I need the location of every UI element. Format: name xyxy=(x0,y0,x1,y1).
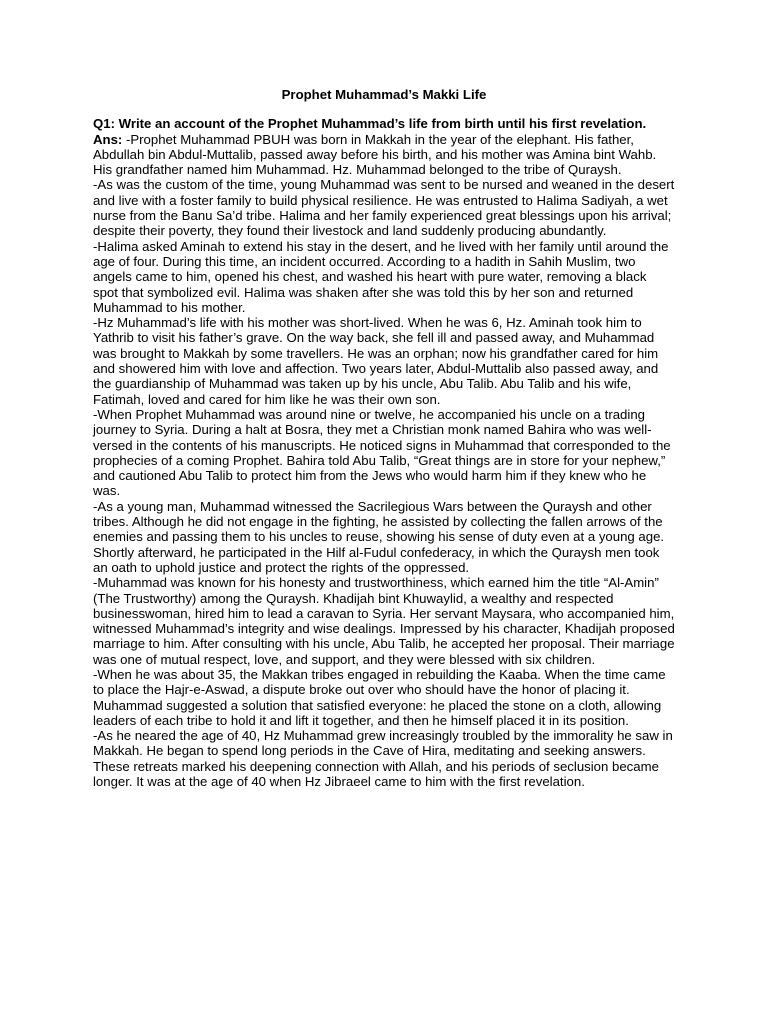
answer-paragraph: -When he was about 35, the Makkan tribes engaged in rebuilding the Kaaba. When the time came to place the Hajr-e-Aswad, a dispute broke out over who should have the honor of placing it. Muhammad suggested a solution that satisfied everyone: he placed the stone on a cloth, allowing leaders of each tribe to hold it and lift it together, and then he himself placed it in its position. xyxy=(93,666,666,728)
page-title: Prophet Muhammad’s Makki Life xyxy=(281,87,487,102)
answer-paragraph: -As he neared the age of 40, Hz Muhammad grew increasingly troubled by the immorality he saw in Makkah. He began to spend long periods in the Cave of Hira, meditating and seeking answers. These retreats marked his deepening connection with Allah, and his periods of seclusion became longer. It was at the age of 40 when Hz Jibraeel came to him with the first revelation. xyxy=(93,728,673,790)
question-heading: Q1: Write an account of the Prophet Muhammad’s life from birth until his first revelation. xyxy=(93,116,647,132)
document-page xyxy=(93,87,675,789)
answer-intro-text: -Prophet Muhammad PBUH was born in Makkah in the year of the elephant. His father, Abdullah bin Abdul-Muttalib, passed away before his birth, and his mother was Amina bint Wahb. His grandfather named him Muhammad. Hz. Muhammad belonged to the tribe of Quraysh. xyxy=(93,131,657,178)
answer-paragraph: -Halima asked Aminah to extend his stay in the desert, and he lived with her family until around the age of four. During this time, an incident occurred. According to a hadith in Sahih Muslim, two angels came to him, opened his chest, and washed his heart with pure water, removing a black spot that symbolized evil. Halima was shaken after she was told this by her son and returned Muhammad to his mother. xyxy=(93,238,669,315)
answer-paragraph-intro xyxy=(93,132,675,178)
answer-paragraph: -When Prophet Muhammad was around nine or twelve, he accompanied his uncle on a trading journey to Syria. During a halt at Bosra, they met a Christian monk named Bahira who was well-versed in the contents of his manuscripts. He noticed signs in Muhammad that corresponded to the prophecies of a coming Prophet. Bahira told Abu Talib, “Great things are in store for your nephew,” and cautioned Abu Talib to protect him from the Jews who would harm him if they knew who he was. xyxy=(93,406,671,499)
answer-paragraph: -As a young man, Muhammad witnessed the Sacrilegious Wars between the Quraysh and other tribes. Although he did not engage in the fighting, he assisted by collecting the fallen arrows of the enemies and passing them to his uncles to reuse, showing his sense of duty even at a young age. Shortly afterward, he participated in the Hilf al-Fudul confederacy, in which the Quraysh men took an oath to uphold justice and protect the rights of the oppressed. xyxy=(93,498,665,575)
answer-paragraph: -Hz Muhammad’s life with his mother was short-lived. When he was 6, Hz. Aminah took him to Yathrib to visit his father’s grave. On the way back, she fell ill and passed away, and Muhammad was brought to Makkah by some travellers. He was an orphan; now his grandfather cared for him and showered him with love and affection. Two years later, Abdul-Muttalib also passed away, and the guardianship of Muhammad was taken up by his uncle, Abu Talib. Abu Talib and his wife, Fatimah, loved and cared for him like he was their own son. xyxy=(93,315,659,407)
answer-paragraph: -Muhammad was known for his honesty and trustworthiness, which earned him the title “Al-Amin” (The Trustworthy) among the Quraysh. Khadijah bint Khuwaylid, a wealthy and respected businesswoman, hired him to lead a caravan to Syria. Her servant Maysara, who accompanied him, witnessed Muhammad’s integrity and wise dealings. Impressed by his character, Khadijah proposed marriage to him. After consulting with his uncle, Abu Talib, he accepted her proposal. Their marriage was one of mutual respect, love, and support, and they were blessed with six children. xyxy=(93,575,675,667)
answer-paragraph: -As was the custom of the time, young Muhammad was sent to be nursed and weaned in the desert and live with a foster family to build physical resilience. He was entrusted to Halima Sadiyah, a wet nurse from the Banu Sa’d tribe. Halima and her family experienced great blessings upon his arrival; despite their poverty, they found their livestock and land suddenly producing abundantly. xyxy=(93,177,675,239)
answer-label: Ans: xyxy=(93,131,123,147)
